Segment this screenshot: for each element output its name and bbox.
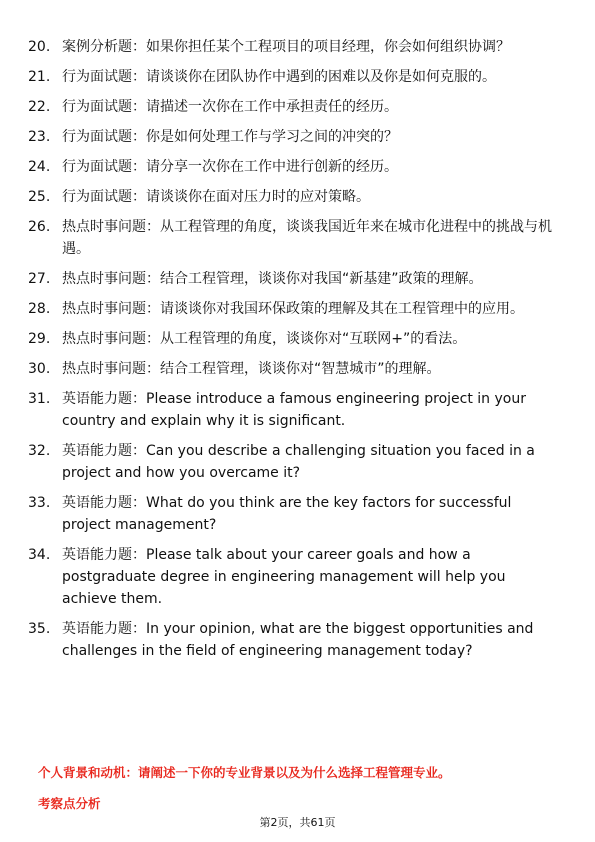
question-text: 英语能力题：What do you think are the key factors for successful project management? (62, 495, 512, 533)
question-text: 案例分析题：如果你担任某个工程项目的项目经理，你会如何组织协调？ (62, 39, 510, 55)
question-list (28, 36, 564, 670)
question-number: 32. (28, 443, 51, 459)
question-text: 热点时事问题：结合工程管理，谈谈你对我国“新基建”政策的理解。 (62, 271, 483, 287)
question-number: 24. (28, 159, 51, 175)
question-number: 21. (28, 69, 51, 85)
question-item (28, 186, 564, 208)
question-number: 20. (28, 39, 51, 55)
question-item (28, 440, 564, 484)
question-number: 29. (28, 331, 51, 347)
question-item (28, 36, 564, 58)
motivation-heading: 个人背景和动机：请阐述一下你的专业背景以及为什么选择工程管理专业。 (38, 765, 451, 780)
question-text: 英语能力题：In your opinion, what are the biggest opportunities and challenges in the field of engineering management today? (62, 621, 534, 659)
question-number: 31. (28, 391, 51, 407)
question-text: 行为面试题：请谈谈你在面对压力时的应对策略。 (62, 189, 370, 205)
question-item (28, 328, 564, 350)
question-item (28, 66, 564, 88)
question-number: 22. (28, 99, 51, 115)
question-text: 热点时事问题：结合工程管理，谈谈你对“智慧城市”的理解。 (62, 361, 441, 377)
question-item (28, 216, 564, 260)
question-item (28, 618, 564, 662)
question-number: 26. (28, 219, 51, 235)
question-text: 英语能力题：Can you describe a challenging situation you faced in a project and how you overcame it? (62, 443, 535, 481)
question-item (28, 492, 564, 536)
question-number: 23. (28, 129, 51, 145)
question-item (28, 268, 564, 290)
question-text: 英语能力题：Please introduce a famous engineering project in your country and explain why it is significant. (62, 391, 526, 429)
question-text: 热点时事问题：从工程管理的角度，谈谈你对“互联网+”的看法。 (62, 331, 467, 347)
question-text: 热点时事问题：请谈谈你对我国环保政策的理解及其在工程管理中的应用。 (62, 301, 524, 317)
question-item (28, 96, 564, 118)
question-number: 28. (28, 301, 51, 317)
question-number: 33. (28, 495, 51, 511)
question-item (28, 298, 564, 320)
question-number: 27. (28, 271, 51, 287)
question-item (28, 358, 564, 380)
question-text: 行为面试题：请分享一次你在工作中进行创新的经历。 (62, 159, 398, 175)
question-item (28, 156, 564, 178)
question-item (28, 126, 564, 148)
question-item (28, 388, 564, 432)
question-number: 30. (28, 361, 51, 377)
question-text: 英语能力题：Please talk about your career goals and how a postgraduate degree in engineering management will help you achieve them. (62, 547, 506, 607)
question-text: 行为面试题：你是如何处理工作与学习之间的冲突的？ (62, 129, 398, 145)
question-text: 行为面试题：请谈谈你在团队协作中遇到的困难以及你是如何克服的。 (62, 69, 496, 85)
question-number: 25. (28, 189, 51, 205)
question-number: 34. (28, 547, 51, 563)
analysis-heading: 考察点分析 (38, 796, 101, 811)
page-number-footer: 第2页，共61页 (259, 816, 336, 829)
question-number: 35. (28, 621, 51, 637)
question-text: 热点时事问题：从工程管理的角度，谈谈我国近年来在城市化进程中的挑战与机遇。 (62, 219, 552, 257)
question-text: 行为面试题：请描述一次你在工作中承担责任的经历。 (62, 99, 398, 115)
question-item (28, 544, 564, 610)
